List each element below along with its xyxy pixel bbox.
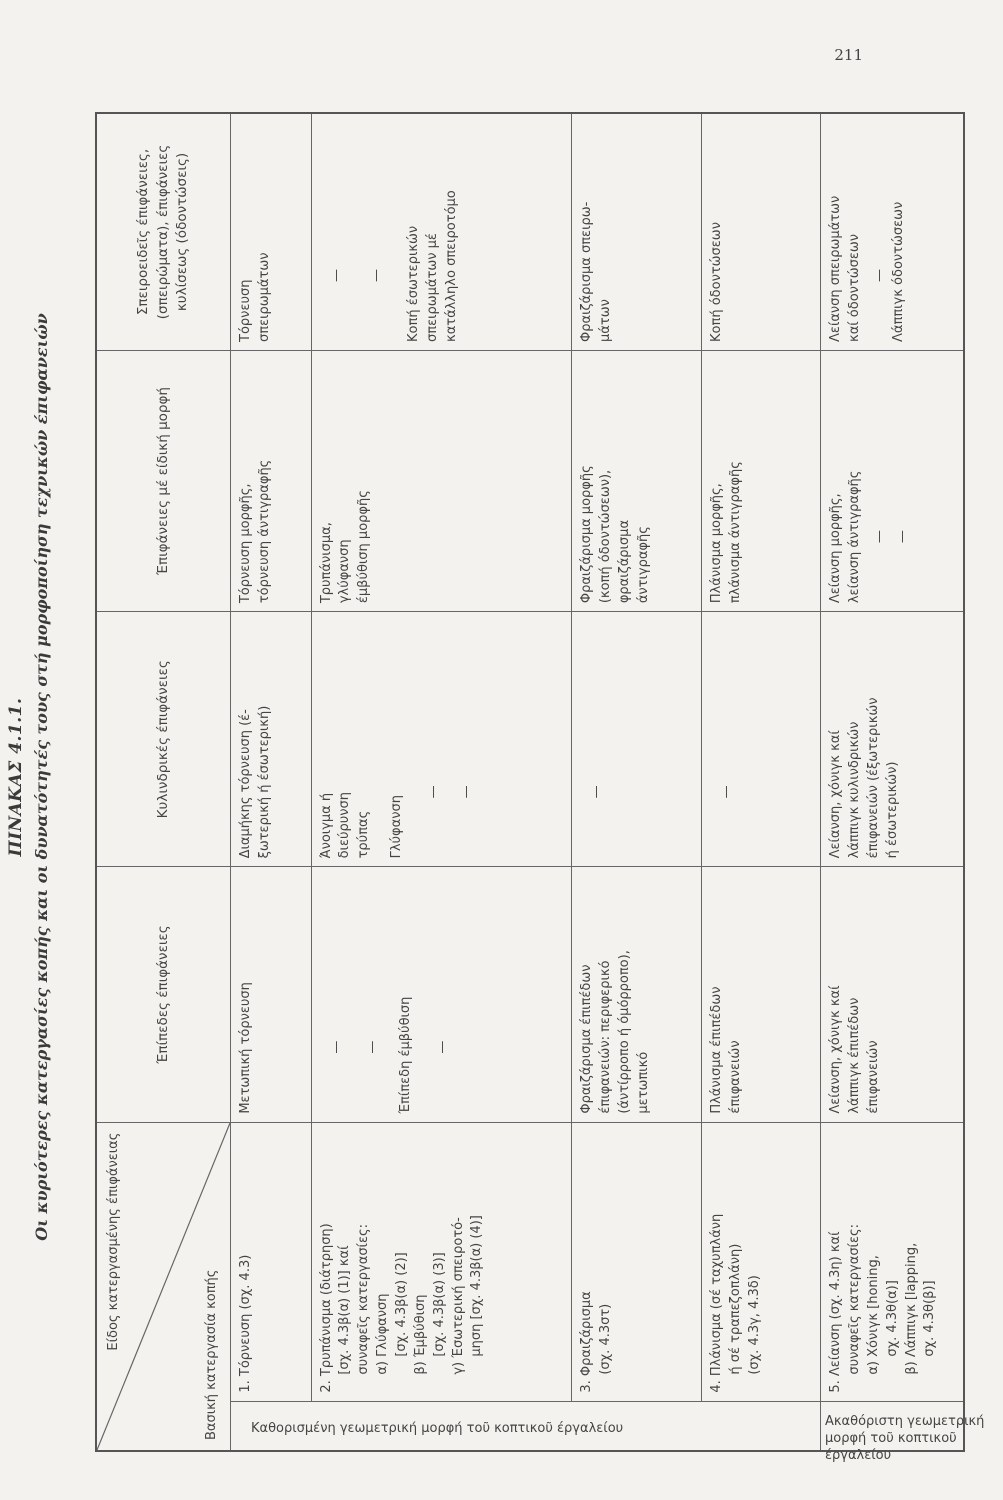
side-label-undefined (825, 1414, 984, 1465)
page-number: 211 (834, 46, 863, 64)
cell-line: τρύπας (356, 810, 372, 859)
op-line: συναφεῖς κατεργασίες: (847, 1224, 863, 1375)
op-cell (231, 1122, 311, 1401)
op-line: β) Λάππιγκ [lapping, (903, 1242, 919, 1375)
header-diagonal-cell (96, 1122, 231, 1451)
op-line: συναφεῖς κατεργασίες: (356, 1224, 372, 1375)
cell-line: λάππιγκ έπιπέδων (847, 997, 863, 1114)
cell-line: Φραιζάρισμα σπειρω- (579, 201, 595, 342)
cell-line: Τρυπάνισμα, (318, 522, 334, 604)
thread-cell (702, 113, 821, 350)
cell-line: — (365, 1040, 381, 1054)
cell-line: μετωπικό (635, 1051, 651, 1114)
op-line: (σχ. 4.3στ) (598, 1303, 614, 1375)
cell-line: μάτων (598, 299, 614, 342)
cell-line: γλύφανση (337, 539, 353, 604)
cell-line: Λείανση, χόνιγκ καί (828, 985, 844, 1114)
table-row (231, 113, 311, 1451)
op-cell (702, 1122, 821, 1401)
cell-line: Φραιζάρισμα έπιπέδων (579, 964, 595, 1114)
cell-line: ξωτερική ή έσωτερική) (256, 705, 272, 859)
cell-line: — (458, 785, 474, 799)
header-special: Έπιφάνειες μέ είδική μορφή (96, 350, 231, 611)
flat-cell (821, 867, 964, 1122)
cell-line: ή έσωτερικών) (884, 761, 900, 859)
header-basic-machining: Βασική κατεργασία κοπής (204, 1269, 220, 1440)
cell-line: Γλύφανση (389, 795, 405, 859)
cell-line: Λάππιγκ όδοντώσεων (890, 201, 906, 342)
cell-line: Λείανση μορφῆς, (828, 493, 844, 604)
cell-line: Λείανση σπειρωμάτων (828, 195, 844, 342)
special-cell (231, 350, 311, 611)
thread-cell (231, 113, 311, 350)
thread-cell (311, 113, 572, 350)
cell-line: διεύρυνση (337, 791, 353, 859)
cell-line: Φραιζάρισμα μορφῆς (579, 465, 595, 604)
cell-line: έπιφανειών (έξωτερικών (865, 697, 881, 859)
cell-line: λάππιγκ κυλινδρικών (847, 721, 863, 859)
cell-line: (κοπή όδοντώσεων), (598, 469, 614, 604)
flat-cell (572, 867, 702, 1122)
cell-line: — (894, 530, 910, 544)
cell-line: Έπίπεδη έμβύθιση (398, 996, 414, 1114)
op-line: [σχ. 4.3β(α) (2)] (393, 1252, 409, 1357)
cell-line: — (328, 268, 344, 282)
table-row (702, 113, 821, 1451)
op-line: (σχ. 4.3γ, 4.3δ) (746, 1275, 762, 1375)
table-subtitle: Οι κυριότερες κατεργασίες κοπής και οι δυνατότητές τους στή μορφοποίηση τεχνικών έπιφανειών (32, 313, 51, 1241)
cell-line: άντιγραφῆς (635, 526, 651, 604)
cylindrical-cell (231, 612, 311, 867)
header-cylindrical: Κυλινδρικές έπιφάνειες (96, 612, 231, 867)
op-line: σχ. 4.3θ(α)] (884, 1280, 900, 1357)
op-line: [σχ. 4.3β(α) (1)] καί (337, 1245, 353, 1375)
side-label-line: μορφή τοῦ κοπτικοῦ (825, 1430, 957, 1446)
cylindrical-cell (572, 612, 702, 867)
cylindrical-cell (821, 612, 964, 867)
cell-line: έμβύθιση μορφῆς (356, 490, 372, 604)
side-label-defined: Καθορισμένη γεωμετρική μορφή τοῦ κοπτικοῦ έργαλείου (251, 1421, 624, 1436)
header-row (96, 113, 231, 1451)
header-flat: Έπίπεδες έπιφάνειες (96, 867, 231, 1122)
rotated-table-block (0, 102, 1003, 1463)
cell-line: (άντίρροπο ή όμόρροπο), (617, 950, 633, 1114)
op-cell (821, 1122, 964, 1401)
cell-line: Άνοιγμα ή (318, 792, 334, 859)
flat-cell (702, 867, 821, 1122)
thread-cell (572, 113, 702, 350)
cell-line: Τόρνευση (238, 279, 254, 342)
header-surface-type: Είδος κατεργασμένης έπιφάνειας (106, 1132, 121, 1351)
op-cell (311, 1122, 572, 1401)
flat-cell (311, 867, 572, 1122)
thread-cell (821, 113, 964, 350)
table-title: ΠΙΝΑΚΑΣ 4.1.1. (6, 697, 26, 857)
op-line: γ) Έσωτερική σπειροτό- (450, 1217, 466, 1375)
op-line: μηση [σχ. 4.3β(α) (4)] (469, 1215, 485, 1357)
cell-line: — (328, 1040, 344, 1054)
special-cell (702, 350, 821, 611)
table-row (311, 113, 572, 1451)
op-line: α) Χόνιγκ [honing, (865, 1255, 881, 1375)
cell-line: καί όδοντώσεων (847, 233, 863, 342)
cell-line: — (425, 785, 441, 799)
cylindrical-cell (311, 612, 572, 867)
flat-cell (231, 867, 311, 1122)
cell-line: τόρνευση άντιγραφῆς (256, 459, 272, 604)
cell-line: — (369, 268, 385, 282)
side-label-line: έργαλείου (825, 1447, 892, 1463)
special-cell (572, 350, 702, 611)
op-line: 2. Τρυπάνισμα (διάτρηση) (318, 1223, 334, 1393)
op-line: 5. Λείανση (σχ. 4.3η) καί (828, 1231, 844, 1393)
op-cell (572, 1122, 702, 1401)
cylindrical-cell (702, 612, 821, 867)
op-line: σχ. 4.3θ(β)] (922, 1280, 938, 1357)
side-label-undefined-cell (821, 1401, 985, 1463)
cell-line: Κοπή έσωτερικών (406, 225, 422, 342)
cell-line: σπειρωμάτων (256, 252, 272, 342)
cell-line: Κοπή όδοντώσεων (709, 222, 725, 342)
cell-line: Τόρνευση μορφῆς, (238, 483, 254, 604)
cell-line: — (435, 1040, 451, 1054)
op-line: 3. Φραιζάρισμα (579, 1291, 595, 1393)
op-line: 1. Τόρνευση (σχ. 4.3) (238, 1254, 254, 1393)
op-line: ή σέ τραπεζοπλάνη) (727, 1243, 743, 1375)
cell-line: Λείανση, χόνιγκ καί (828, 730, 844, 859)
cell-line: Πλάνισμα έπιπέδων (709, 986, 725, 1114)
cell-line: έπιφανειών (865, 1040, 881, 1114)
op-line: α) Γλύφανση (375, 1293, 391, 1375)
cell-line: έπιφανειών: περιφερικό (598, 960, 614, 1114)
cell-line: λείανση άντιγραφῆς (847, 470, 863, 604)
cell-line: Διαμήκης τόρνευση (έ- (238, 709, 254, 859)
cell-line: — (589, 785, 605, 799)
cell-line: σπειρωμάτων μέ (425, 233, 441, 342)
op-line: [σχ. 4.3β(α) (3)] (431, 1252, 447, 1357)
op-line: 4. Πλάνισμα (σέ ταχυπλάνη (709, 1213, 725, 1393)
cell-line: πλάνισμα άντιγραφῆς (727, 461, 743, 604)
table-row (572, 113, 702, 1451)
table-row (821, 113, 964, 1451)
cell-line: κατάλληλο σπειροτόμο (443, 190, 459, 342)
cell-line: — (871, 530, 887, 544)
cell-line: φραιζάρισμα (617, 519, 633, 604)
cell-line: Μετωπική τόρνευση (238, 982, 254, 1114)
header-thread: Σπειροειδεῖς έπιφάνειες, (σπειρώματα), έπιφάνειες κυλίσεως (όδοντώσεις) (96, 113, 231, 350)
cell-line: Πλάνισμα μορφῆς, (709, 483, 725, 604)
machining-table (95, 112, 985, 1463)
cell-line: — (871, 268, 887, 282)
side-label-line: Ακαθόριστη γεωμετρική (825, 1414, 985, 1429)
side-label-defined-cell (231, 1401, 821, 1451)
op-line: β) Έμβύθιση (412, 1294, 428, 1375)
special-cell (311, 350, 572, 611)
special-cell (821, 350, 964, 611)
cell-line: — (719, 785, 735, 799)
cell-line: έπιφανειών (727, 1040, 743, 1114)
